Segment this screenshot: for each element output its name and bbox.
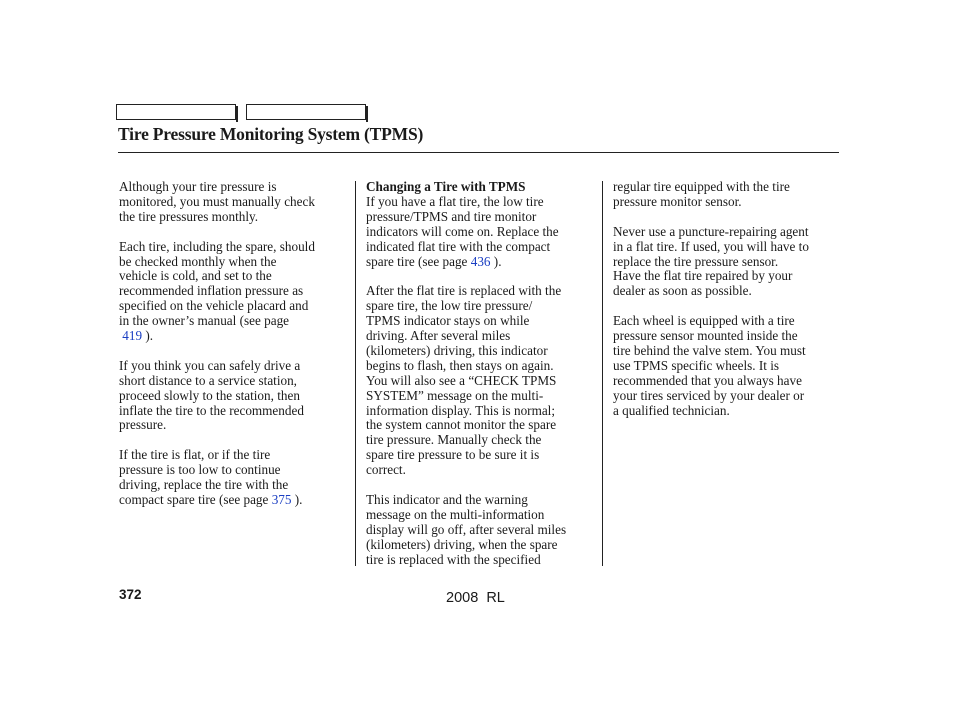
paragraph: This indicator and the warning message on the multi-information display will go off, after several miles (kilometers) driving, when the spare tire is replaced with the specified (366, 492, 567, 567)
nav-tab-box[interactable] (246, 104, 366, 120)
title-rule (118, 152, 839, 153)
footer-model-label: 2008 RL (446, 590, 505, 606)
page-link-375[interactable]: 375 (271, 491, 292, 507)
paragraph: Each wheel is equipped with a tire pressure sensor mounted inside the tire behind the valve stem. You must use TPMS specific wheels. It is recommended that you always have your tires serviced by your dealer or a qualified technician. (613, 313, 806, 418)
section-heading: Changing a Tire with TPMS (366, 179, 526, 194)
column-divider (602, 181, 603, 566)
page-title: Tire Pressure Monitoring System (TPMS) (118, 124, 424, 144)
text-column-1 (119, 180, 351, 523)
paragraph: Although your tire pressure is monitored, you must manually check the tire pressures monthly. (119, 179, 315, 224)
paragraph: regular tire equipped with the tire pressure monitor sensor. (613, 179, 790, 209)
page-link-436[interactable]: 436 (470, 253, 491, 269)
paragraph: If the tire is flat, or if the tire pressure is too low to continue driving, replace the tire with the compact spare tire (see page 375 ). (119, 447, 303, 507)
nav-tab-box[interactable] (116, 104, 236, 120)
text-column-2 (366, 180, 596, 582)
paragraph: After the flat tire is replaced with the spare tire, the low tire pressure/ TPMS indicator stays on while driving. After several miles (kilometers) driving, this indicator begins to flash, then stays on again. You will also see a “CHECK TPMS SYSTEM” message on the multi- information display. This is normal; the system cannot monitor the spare tire pressure. Manually check the spare tire pressure to be sure it is correct. (366, 283, 562, 478)
page-number: 372 (119, 587, 142, 602)
column-divider (355, 181, 356, 566)
paragraph: Never use a puncture-repairing agent in a flat tire. If used, you will have to replace the tire pressure sensor. Have the flat tire repaired by your dealer as soon as possible. (613, 223, 809, 299)
paragraph: Changing a Tire with TPMS If you have a flat tire, the low tire pressure/TPMS and tire monitor indicators will come on. Replace the indicated flat tire with the compact spare tire (see page 436 ). (366, 180, 596, 269)
text-column-3 (613, 180, 845, 433)
paragraph: Each tire, including the spare, should be checked monthly when the vehicle is cold, and set to the recommended inflation pressure as specified on the vehicle placard and in the owner’s manual (see page 419 ). (119, 238, 315, 344)
page-link-419[interactable]: 419 (122, 328, 143, 344)
paragraph: If you think you can safely drive a short distance to a service station, proceed slowly to the station, then inflate the tire to the recommended pressure. (119, 357, 304, 433)
